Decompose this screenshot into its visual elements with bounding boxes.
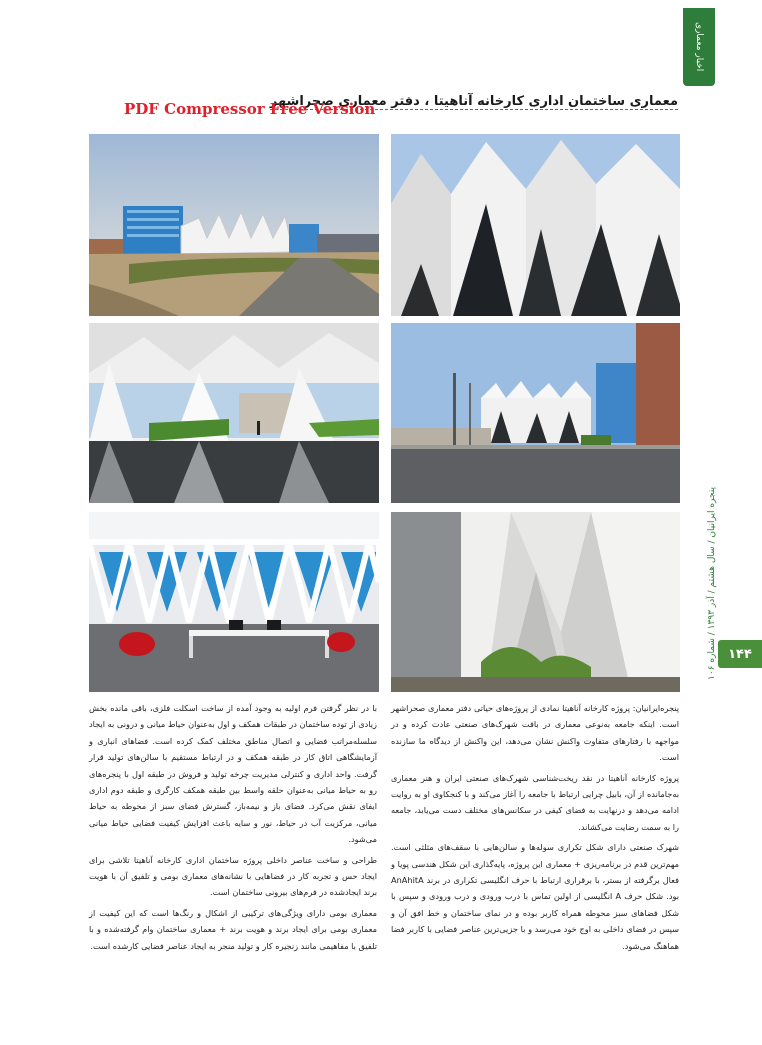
photo-facade-closeup bbox=[391, 134, 680, 316]
section-tab: اخبار معماری bbox=[683, 8, 715, 86]
photo-interior-reflection bbox=[89, 323, 379, 503]
photo-courtyard-garden bbox=[391, 512, 680, 692]
right-column bbox=[391, 700, 679, 958]
left-column bbox=[89, 700, 377, 958]
photo-street-view bbox=[391, 323, 680, 503]
photo-factory-panorama bbox=[89, 134, 379, 316]
paragraph: با در نظر گرفتن فرم اولیه به وجود آمده از ساخت اسکلت فلزی، باقی مانده بخش زیادی از توده ساختمان در طبقات همکف و اول به‌عنوان حیاط میانی و درونی به ایجاد سلسله‌مراتب فضایی و اتصال مناطق مختلف کمک کرده است. فضاهای انباری و آزمایشگاهی اتاق کار در طبقه همکف و در ارتباط مستقیم با سالن‌های تولید قرار گرفت. واحد اداری و کنترلی مدیریت چرخه تولید و فروش در طبقه اول با پنجره‌های رو به حیاط میانی به‌عنوان حلقه واسط بین طبقه همکف کارگری و طبقه دوم اداری ایفای نقش می‌کرد. فضای باز و نیمه‌باز، گسترش فضای سبز از محوطه به حیاط میانی، مرکزیت آب در حیاط، نور و سایه باعث افزایش کیفیت فضایی حیاط میانی می‌شود. bbox=[89, 703, 377, 845]
page-number: ۱۴۴ bbox=[718, 640, 762, 668]
paragraph: پروژه کارخانه آناهیتا در نقد ریخت‌شناسی شهرک‌های صنعتی ایران و هنر معماری به‌جامانده از آن، بابیل چرایی ارتباط با جامعه را آغاز می‌کند و با کنجکاوی او به روایت ادامه می‌دهد و درنهایت به فضای کیفی در سکانس‌های مختلف دست می‌یابد، جامعه را به سمت رضایت می‌کشاند. bbox=[391, 772, 679, 832]
page-title: معماری ساختمان اداری کارخانه آناهیتا ، دفتر معماری صحراشهر bbox=[269, 94, 678, 109]
paragraph: شهرک صنعتی دارای شکل تکراری سوله‌ها و سالن‌هایی با سقف‌های مثلثی است. مهم‌ترین قدم در برنامه‌ریزی + معماری این پروژه، پایه‌گذاری این شکل هندسی پویا و فعال برگرفته از بستر، با برقراری ارتباط با حرف انگلیسی تکراری در برند AnAhitA بود. شکل حرف A انگلیسی از اولین تماس با درب ورودی و درب ورودی و سپس با شکل فضاهای سبز محوطه همراه کاربر بوده و در نمای ساختمان و خط افق آن و سپس در فضای داخلی به اوج خود می‌رسد و با جزیی‌ترین عناصر فضایی با کاربر فضا هماهنگ می‌شود. bbox=[391, 842, 680, 951]
watermark: PDF Compressor Free Version bbox=[124, 100, 376, 118]
issue-caption: پنجره ایرانیان / سال هشتم / آذر ۱۳۹۳ / شماره ۱۰۶ bbox=[707, 486, 717, 680]
photo-office-interior bbox=[89, 512, 379, 692]
paragraph: طراحی و ساخت عناصر داخلی پروژه ساختمان اداری کارخانه آناهیتا تلاشی برای ایجاد حس و تجربه کار در فضاهایی با نشانه‌های معماری بومی و تلفیق آن با هویت برند ایجادشده در فرم‌های بیرونی ساختمان است. bbox=[89, 854, 377, 898]
paragraph: پنجره‌ایرانیان: پروژه کارخانه آناهیتا نمادی از پروژه‌های حیاتی دفتر معماری صحراشهر است. اینکه جامعه به‌نوعی معماری در بافت شهرک‌های صنعتی عادت کرده و در مواجهه با رفتارهای متفاوت واکنش نشان می‌دهد، این واکنش از دیدگاه ما سازنده است. bbox=[391, 703, 679, 763]
paragraph: معماری بومی دارای ویژگی‌های ترکیبی از اشکال و رنگ‌ها است که این کیفیت از معماری بومی برای ایجاد برند و هویت برند + معماری ساختمان وام گرفته‌شده و با تلفیق با مفاهیمی مانند زنجیره کار و تولید منجر به ایجاد عناصر فضایی کارشده است. bbox=[89, 907, 377, 951]
